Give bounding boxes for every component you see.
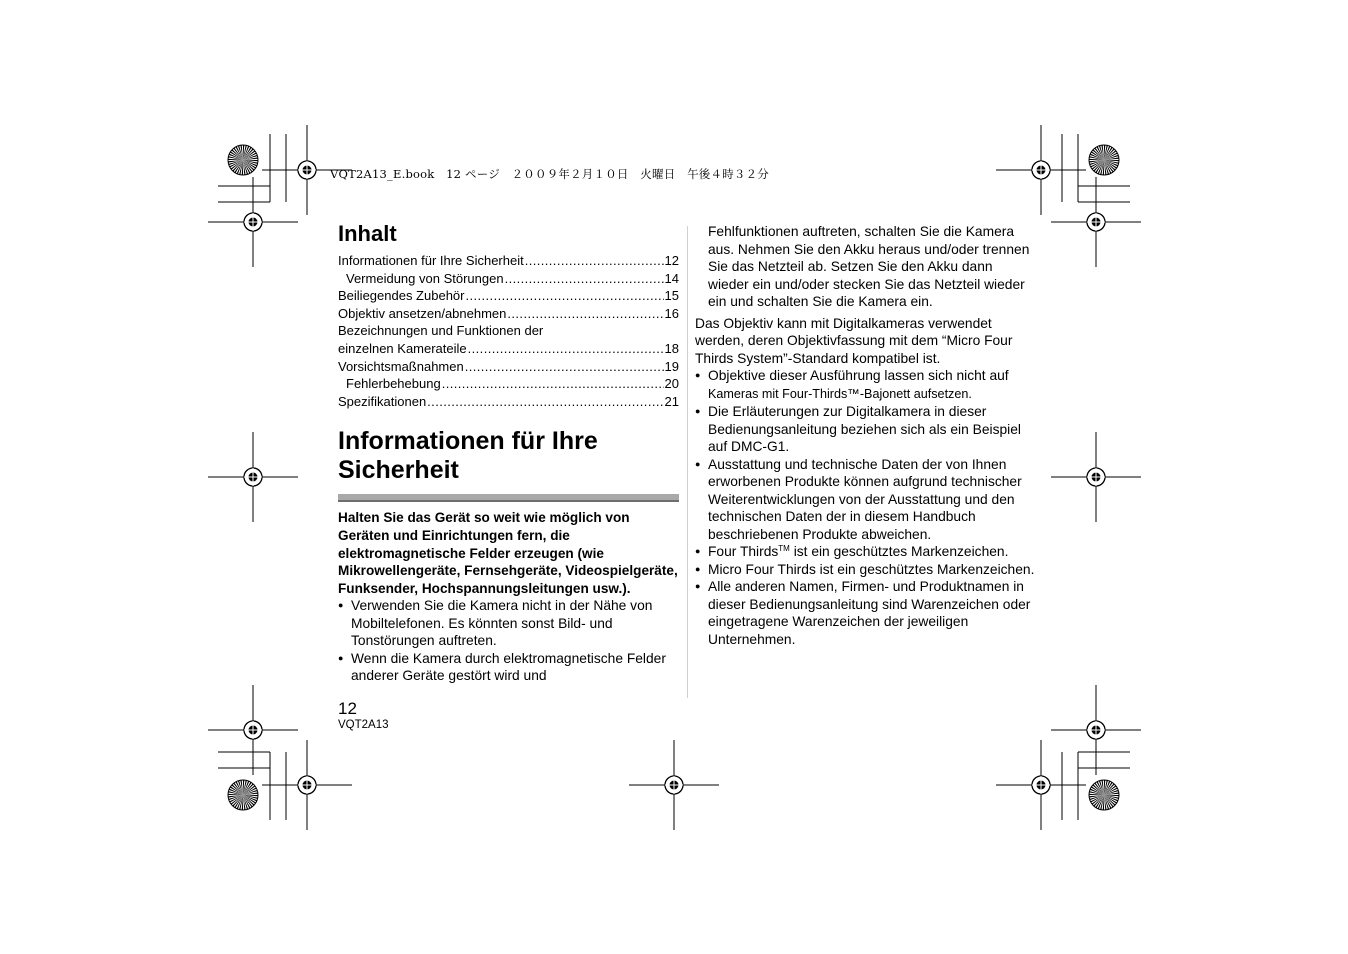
bullet-dmc-g1: ● Die Erläuterungen zur Digitalkamera in dieser Bedienungsanleitung beziehen sich als ein Beispiel auf DMC-G1. xyxy=(695,403,1037,456)
bullet-stoerung-start: ● Wenn die Kamera durch elektromagnetische Felder anderer Geräte gestört wird und xyxy=(338,650,679,685)
bullet-ausstattung: ● Ausstattung und technische Daten der von Ihnen erworbenen Produkte können aufgrund technischer Weiterentwicklungen von der Ausstattung und den technischen Daten der in diesem Handbuch beschriebenen Produkte abweichen. xyxy=(695,456,1037,544)
star-target-2 xyxy=(1089,145,1119,175)
toc-entry-bezeichnungen-line1[interactable]: Bezeichnungen und Funktionen der xyxy=(338,323,544,339)
bullet-warenzeichen: ● Alle anderen Namen, Firmen- und Produktnamen in dieser Bedienungsanleitung sind Warenzeichen oder eingetragene Warenzeichen der jeweiligen Unternehmen. xyxy=(695,578,1037,648)
bullet-four-thirds-tm: ● Four Thirds™ ist ein geschütztes Markenzeichen. xyxy=(695,543,1037,561)
star-target-3 xyxy=(228,780,258,810)
table-of-contents xyxy=(338,252,679,410)
toc-entry-vorsicht[interactable]: Vorsichtsmaßnahmen ..... 19 xyxy=(338,358,679,376)
document-code: VQT2A13 xyxy=(338,719,389,731)
left-column xyxy=(338,220,679,685)
toc-entry-bezeichnungen[interactable]: einzelnen Kamerateile ..... 18 xyxy=(338,340,679,358)
print-header: VQT2A13_E.book 12 ページ ２００９年２月１０日 火曜日 午後４時３２分 xyxy=(330,167,769,181)
toc-entry-stoerungen[interactable]: Vermeidung von Störungen ..... 14 xyxy=(338,270,679,288)
toc-entry-sicherheit[interactable]: Informationen für Ihre Sicherheit ..... 12 xyxy=(338,252,679,270)
intro-warning: Halten Sie das Gerät so weit wie möglich von Geräten und Einrichtungen fern, die elektromagnetische Felder erzeugen (wie Mikrowellengeräte, Fernsehgeräte, Videospielgeräte, Funksender, Hochspannungsleitungen usw.). xyxy=(338,510,678,596)
bullet-mobiltelefone: ● Verwenden Sie die Kamera nicht in der Nähe von Mobiltelefonen. Es könnten sonst Bild- und Tonstörungen auftreten. xyxy=(338,597,679,650)
star-target-1 xyxy=(228,145,258,175)
toc-entry-objektiv[interactable]: Objektiv ansetzen/abnehmen ..... 16 xyxy=(338,305,679,323)
section-rule xyxy=(338,494,679,502)
column-divider xyxy=(687,226,688,698)
toc-entry-zubehoer[interactable]: Beiliegendes Zubehör ..... 15 xyxy=(338,287,679,305)
section-heading: Informationen für Ihre Sicherheit xyxy=(338,427,598,485)
bullet-stoerung-continued: Fehlfunktionen auftreten, schalten Sie die Kamera aus. Nehmen Sie den Akku heraus und/oder trennen Sie das Netzteil ab. Setzen Sie den Akku dann wieder ein und/oder stecken Sie das Netzteil wieder ein und schalten Sie die Kamera ein. xyxy=(708,224,1030,309)
toc-entry-spezifikationen[interactable]: Spezifikationen ..... 21 xyxy=(338,393,679,411)
toc-entry-fehlerbehebung[interactable]: Fehlerbehebung ..... 20 xyxy=(338,375,679,393)
star-target-4 xyxy=(1089,780,1119,810)
right-column xyxy=(695,223,1037,648)
bullet-micro-four-thirds: ● Micro Four Thirds ist ein geschütztes Markenzeichen. xyxy=(695,561,1037,579)
bullet-four-thirds-bajonett: ● Objektive dieser Ausführung lassen sich nicht auf Kameras mit Four-Thirds™-Bajonett aufsetzen. xyxy=(695,367,1037,403)
toc-heading: Inhalt xyxy=(338,221,397,246)
page-number: 12 xyxy=(338,699,357,718)
lens-compat-para: Das Objektiv kann mit Digitalkameras verwendet werden, deren Objektivfassung mit dem “Micro Four Thirds System”-Standard kompatibel ist. xyxy=(695,315,1013,366)
